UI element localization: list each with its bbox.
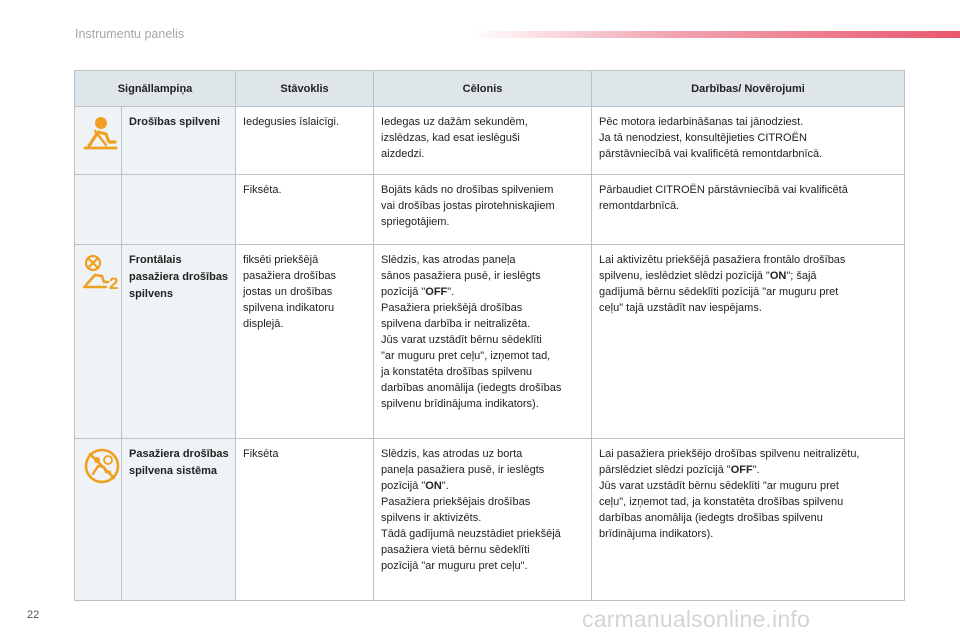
- column-header-lamp: Signāllampiņa: [75, 71, 236, 107]
- column-header-state: Stāvoklis: [236, 71, 374, 107]
- lamp-icon-cell: [75, 107, 122, 175]
- action-cell: Lai pasažiera priekšējo drošības spilvenu neitralizētu, pārslēdziet slēdzi pozīcijā "OFF". Jūs varat uzstādīt bērnu sēdeklīti "ar muguru pret ceļu", izņemot tad, ja konstatēta drošības spilvenu darbības anomālija (iedegts drošības spilvenu brīdinājuma indikators).: [592, 439, 905, 601]
- section-title: Instrumentu panelis: [75, 27, 185, 41]
- switch-position-on: ON: [425, 480, 442, 492]
- svg-text:2: 2: [109, 274, 119, 292]
- header-accent-bar: [470, 31, 960, 38]
- column-header-action: Darbības/ Novērojumi: [592, 71, 905, 107]
- warning-lamp-table: [74, 70, 905, 601]
- state-cell: Fiksēta.: [236, 175, 374, 245]
- lamp-icon-cell: [75, 245, 122, 439]
- airbag-deactivated-icon: [82, 446, 115, 486]
- cause-cell: Iedegas uz dažām sekundēm, izslēdzas, kad esat ieslēguši aizdedzi.: [374, 107, 592, 175]
- state-cell: fiksēti priekšējā pasažiera drošības jostas un drošības spilvena indikatoru displejā.: [236, 245, 374, 439]
- switch-position-on: ON: [769, 270, 787, 282]
- table-row: [75, 439, 905, 601]
- action-cell: Pēc motora iedarbināšanas tai jānodziest. Ja tā nenodziest, konsultējieties CITROËN pārstāvniecībā vai kvalificētā remontdarbnīcā.: [592, 107, 905, 175]
- table-header-row: [75, 71, 905, 107]
- state-cell: Fiksēta: [236, 439, 374, 601]
- lamp-name: Pasažiera drošības spilvena sistēma: [122, 439, 236, 601]
- table-row: [75, 175, 905, 245]
- seat-belt-warning-icon: [82, 114, 115, 154]
- action-cell: Pārbaudiet CITROËN pārstāvniecībā vai kvalificētā remontdarbnīcā.: [592, 175, 905, 245]
- lamp-name: Frontālais pasažiera drošības spilvens: [122, 245, 236, 439]
- action-cell: Lai aktivizētu priekšējā pasažiera frontālo drošības spilvenu, ieslēdziet slēdzi pozīcijā "ON"; šajā gadījumā bērnu sēdeklīti pozīcijā "ar muguru pret ceļu" tajā uzstādīt nav iespējams.: [592, 245, 905, 439]
- table-row: [75, 107, 905, 175]
- cause-cell: Slēdzis, kas atrodas paneļa sānos pasažiera pusē, ir ieslēgts pozīcijā "OFF". Pasažiera priekšējā drošības spilvena darbība ir neitralizēta. Jūs varat uzstādīt bērnu sēdeklīti "ar muguru pret ceļu", izņemot tad, ja konstatēta drošības spilvenu darbības anomālija (iedegts drošības spilvenu brīdinājuma indikators).: [374, 245, 592, 439]
- cause-cell: Bojāts kāds no drošības spilveniem vai drošības jostas pirotehniskajiem spriegotājiem.: [374, 175, 592, 245]
- switch-position-off: OFF: [730, 464, 753, 476]
- passenger-airbag-icon: [82, 252, 119, 292]
- table-row: [75, 245, 905, 439]
- state-cell: Iedegusies īslaicīgi.: [236, 107, 374, 175]
- column-header-cause: Cēlonis: [374, 71, 592, 107]
- watermark-text: carmanualsonline.info: [582, 606, 810, 632]
- switch-position-off: OFF: [425, 286, 448, 298]
- lamp-name: Drošības spilveni: [122, 107, 236, 175]
- cause-cell: Slēdzis, kas atrodas uz borta paneļa pasažiera pusē, ir ieslēgts pozīcijā "ON". Pasažiera priekšējais drošības spilvens ir aktivizēts. Tādā gadījumā neuzstādiet priekšējā pasažiera vietā bērnu sēdeklīti pozīcijā "ar muguru pret ceļu".: [374, 439, 592, 601]
- lamp-icon-cell: [75, 439, 122, 601]
- page-number: 22: [27, 609, 40, 621]
